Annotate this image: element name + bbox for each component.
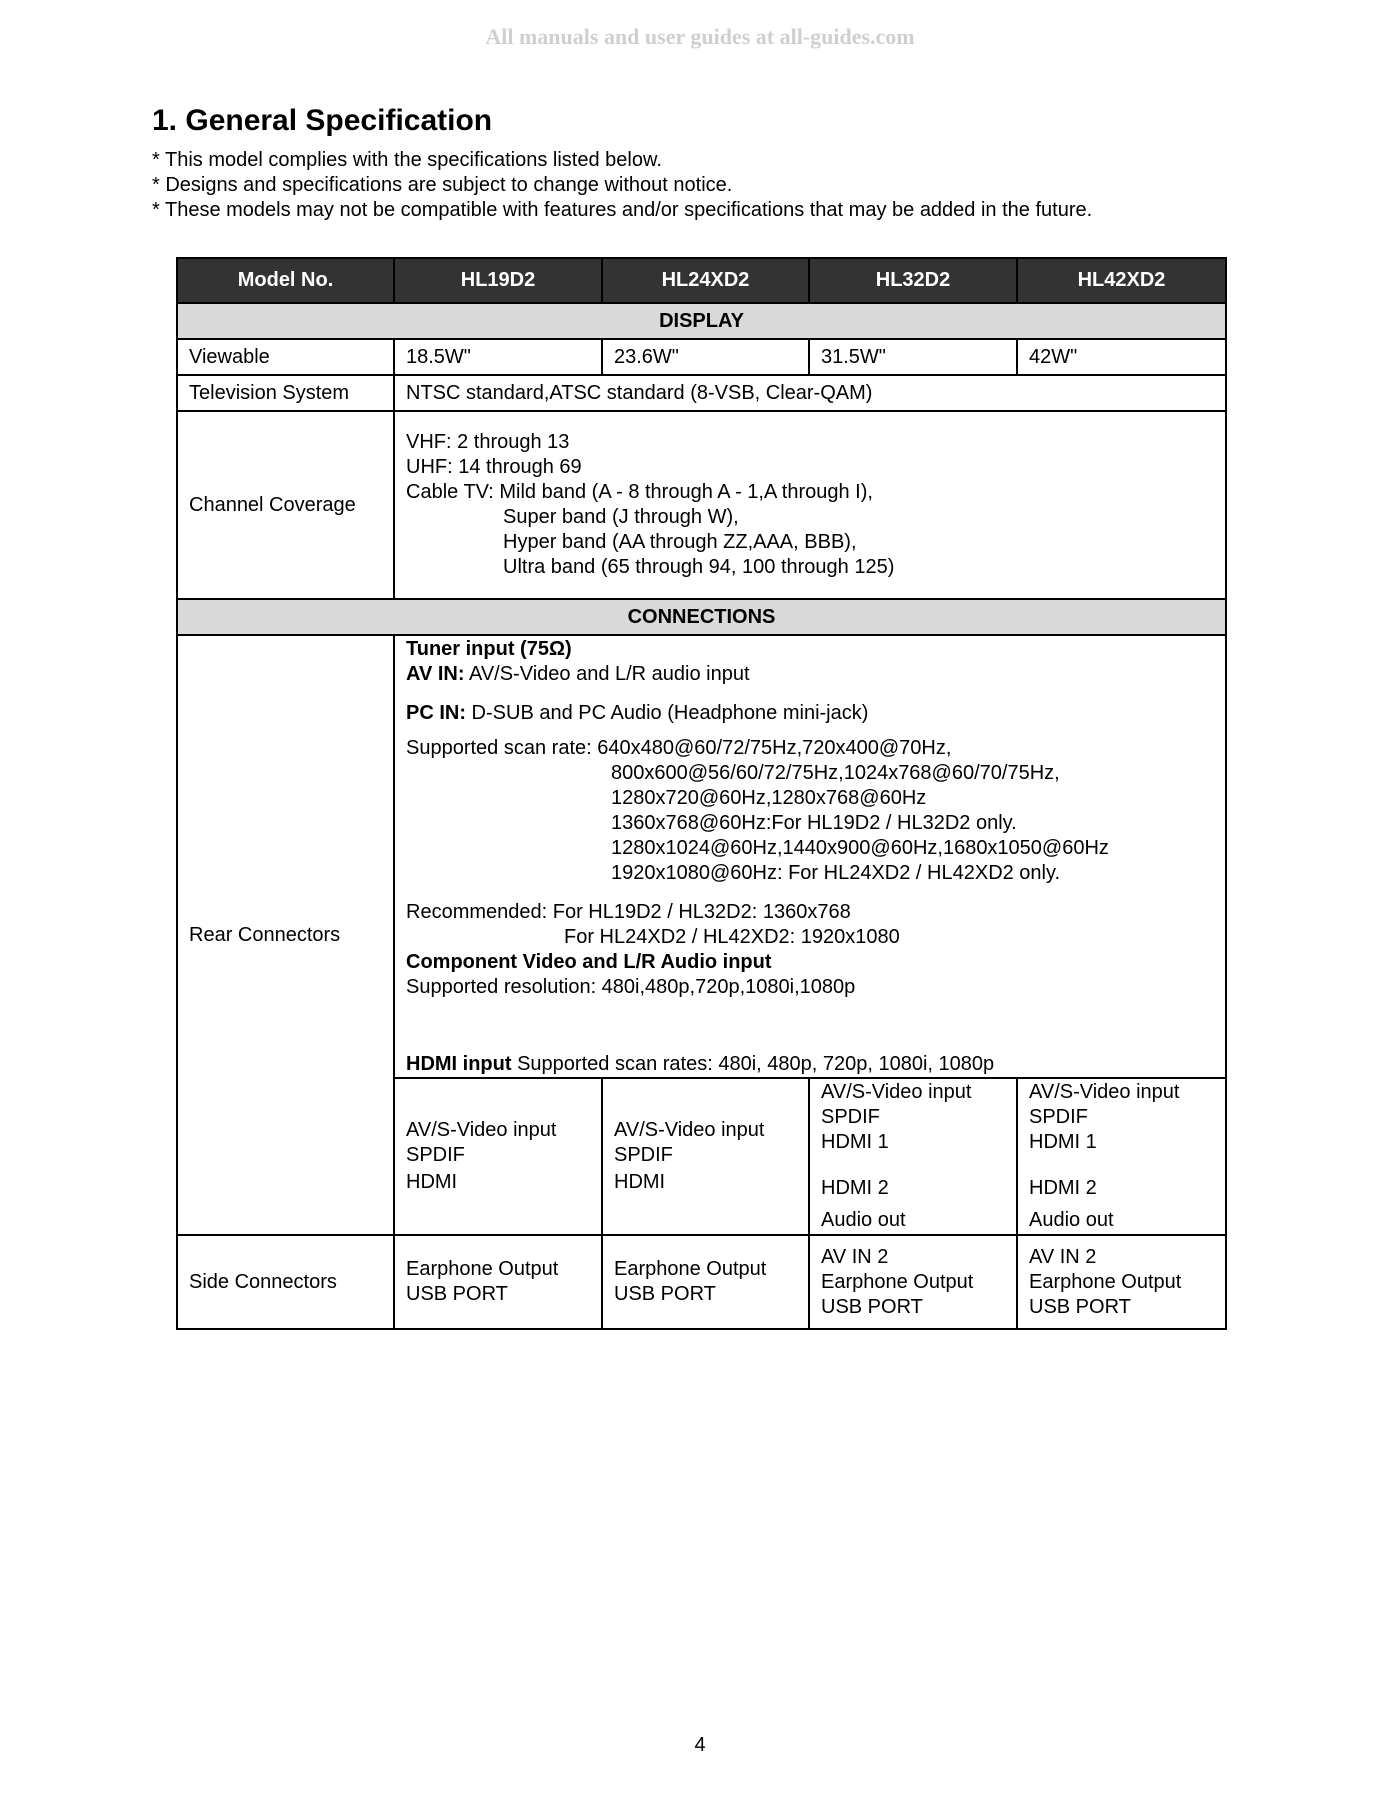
connector-item: AV/S-Video input [614,1119,765,1141]
section-display-row [177,303,1226,339]
connector-item: HDMI 2 [1029,1177,1097,1199]
coverage-line: Ultra band (65 through 94, 100 through 125) [503,556,895,578]
connector-item: HDMI [614,1171,666,1193]
viewable-value: 31.5W" [809,339,1017,375]
connector-item: SPDIF [614,1144,673,1166]
connector-item: HDMI 1 [821,1131,889,1153]
connector-item: HDMI [406,1171,458,1193]
connector-item: SPDIF [1029,1106,1088,1128]
rear-model-hl24xd2 [602,1078,809,1235]
side-model-hl24xd2 [602,1235,809,1329]
note-item: * This model complies with the specifications listed below. [152,149,662,171]
tv-system-value: NTSC standard,ATSC standard (8-VSB, Clear-QAM) [394,375,1226,411]
scan-rate-line: 1360x768@60Hz:For HL19D2 / HL32D2 only. [611,811,1017,834]
header-hl24xd2: HL24XD2 [602,258,809,303]
table-row-rear-connectors [177,635,1226,1078]
section-connections-row [177,599,1226,635]
table-row-side-connectors [177,1235,1226,1329]
scan-rate-line: 1280x1024@60Hz,1440x900@60Hz,1680x1050@60Hz [611,836,1109,859]
hdmi-label: HDMI input [406,1052,512,1075]
rear-connectors-details [394,635,1226,1078]
connector-item: AV/S-Video input [406,1119,557,1141]
component-text: Supported resolution: 480i,480p,720p,1080i,1080p [406,975,856,998]
scan-rate-line: Supported scan rate: 640x480@60/72/75Hz,720x400@70Hz, [406,736,952,759]
connector-item: SPDIF [406,1144,465,1166]
connector-item: HDMI 2 [821,1177,889,1199]
coverage-line: VHF: 2 through 13 [406,431,570,453]
scan-rate-line: 1920x1080@60Hz: For HL24XD2 / HL42XD2 only. [611,861,1061,884]
page-number: 4 [694,1734,706,1756]
pc-in-label: PC IN: [406,701,466,724]
rear-model-hl32d2 [809,1078,1017,1235]
section-display: DISPLAY [177,303,1226,339]
header-model-no: Model No. [177,258,394,303]
component-title: Component Video and L/R Audio input [406,950,772,973]
connector-item: HDMI 1 [1029,1131,1097,1153]
av-in-text: AV/S-Video and L/R audio input [464,662,750,685]
watermark: All manuals and user guides at all-guides.com [485,24,915,49]
rear-model-hl19d2 [394,1078,602,1235]
connector-item: Earphone Output [614,1258,767,1280]
table-row-tv-system [177,375,1226,411]
channel-coverage-value [394,411,1226,599]
spec-notes [152,148,1092,223]
side-connectors-label: Side Connectors [177,1235,394,1329]
section-connections: CONNECTIONS [177,599,1226,635]
connector-item: AV IN 2 [821,1245,889,1268]
connector-item: AV/S-Video input [821,1081,972,1103]
connector-item: AV IN 2 [1029,1245,1097,1268]
pc-in-text: D-SUB and PC Audio (Headphone mini-jack) [466,701,869,724]
recommended-line: For HL24XD2 / HL42XD2: 1920x1080 [564,925,900,948]
connector-item: USB PORT [614,1283,716,1305]
connector-item: Earphone Output [1029,1270,1182,1293]
side-model-hl32d2 [809,1235,1017,1329]
connector-item: Earphone Output [406,1258,559,1280]
av-in-label: AV IN: [406,662,465,685]
rear-connectors-label: Rear Connectors [177,635,394,1235]
connector-item: SPDIF [821,1106,880,1128]
side-model-hl19d2 [394,1235,602,1329]
scan-rate-line: 800x600@56/60/72/75Hz,1024x768@60/70/75Hz, [611,761,1060,784]
tuner-input: Tuner input (75Ω) [406,637,572,660]
connector-item: Earphone Output [821,1270,974,1293]
connector-item: Audio out [1029,1209,1114,1231]
note-item: * These models may not be compatible with features and/or specifications that may be added in the future. [152,199,1093,221]
connector-item: USB PORT [821,1295,923,1318]
connector-item: USB PORT [406,1283,508,1305]
connector-item: AV/S-Video input [1029,1081,1180,1103]
rear-model-hl42xd2 [1017,1078,1226,1235]
coverage-line: Cable TV: Mild band (A - 8 through A - 1,A through I), [406,481,873,503]
viewable-value: 42W" [1017,339,1226,375]
tv-system-label: Television System [177,375,394,411]
recommended-line: Recommended: For HL19D2 / HL32D2: 1360x768 [406,900,851,923]
header-hl19d2: HL19D2 [394,258,602,303]
channel-coverage-label: Channel Coverage [177,411,394,599]
viewable-value: 23.6W" [602,339,809,375]
table-header-row [177,258,1226,303]
coverage-line: Hyper band (AA through ZZ,AAA, BBB), [503,531,857,553]
scan-rate-line: 1280x720@60Hz,1280x768@60Hz [611,786,927,809]
note-item: * Designs and specifications are subject to change without notice. [152,174,733,196]
header-hl32d2: HL32D2 [809,258,1017,303]
coverage-line: Super band (J through W), [503,506,739,528]
viewable-value: 18.5W" [394,339,602,375]
spec-table [176,257,1227,1330]
connector-item: USB PORT [1029,1295,1131,1318]
header-hl42xd2: HL42XD2 [1017,258,1226,303]
table-row-channel-coverage [177,411,1226,599]
hdmi-text: Supported scan rates: 480i, 480p, 720p, 1080i, 1080p [511,1052,995,1075]
coverage-line: UHF: 14 through 69 [406,456,582,478]
connector-item: Audio out [821,1209,906,1231]
page-title: 1. General Specification [152,104,493,137]
viewable-label: Viewable [177,339,394,375]
side-model-hl42xd2 [1017,1235,1226,1329]
table-row-viewable [177,339,1226,375]
